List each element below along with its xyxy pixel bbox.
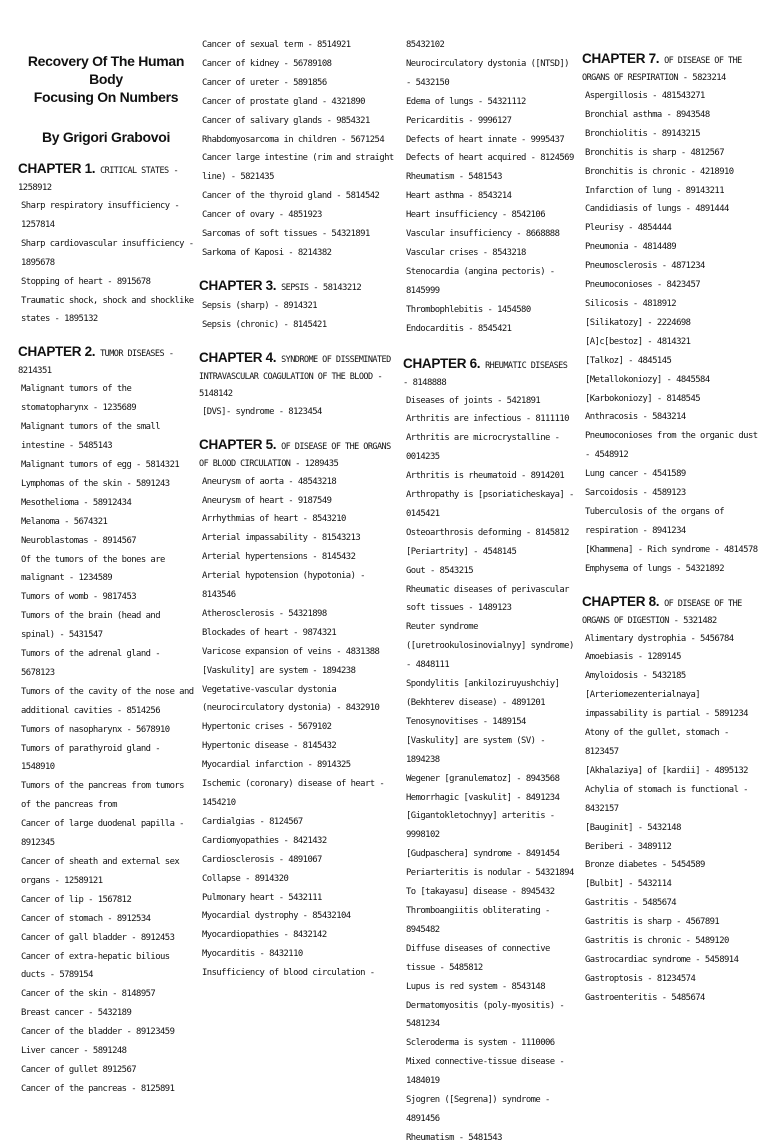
list-item: Traumatic shock, shock and shocklike states - 1895132 (21, 295, 194, 325)
list-item: Mesothelioma - 58912434 (21, 497, 132, 508)
list-item: [Metallokoniozy] - 4845584 (585, 374, 710, 385)
list-item: [Khammena] - Rich syndrome - 4814578 (585, 544, 758, 555)
list-item: Gastritis is chronic - 5489120 (585, 936, 729, 947)
list-item: Arthropathy is [psoriaticheskaya] - 0145421 (406, 490, 574, 519)
list-item: Wegener [granulematoz] - 8943568 (406, 773, 560, 784)
list-item: Arterial impassability - 81543213 (202, 533, 361, 544)
list-item: Sarkoma of Kaposi - 8214382 (202, 247, 332, 258)
list-item: Pneumonia - 4814489 (585, 242, 677, 253)
list-item: Beriberi - 3489112 (585, 841, 672, 852)
chapter-number: CHAPTER 3. (199, 277, 277, 293)
list-item: Infarction of lung - 89143211 (585, 185, 725, 196)
list-item: [A]c[bestoz] - 4814321 (585, 336, 691, 347)
list-item: Arthritis are microcrystalline - 0014235 (406, 433, 560, 463)
list-item: Sjogren ([Segrena]) syndrome - 4891456 (406, 1095, 550, 1124)
list-item: Bronze diabetes - 5454589 (585, 860, 705, 871)
list-item: Myocarditis - 8432110 (202, 949, 303, 960)
list-item: Sepsis (chronic) - 8145421 (202, 319, 327, 330)
list-item: Gout - 8543215 (406, 565, 474, 576)
document-author: By Grigori Grabovoi (41, 129, 171, 145)
column-2-body (199, 36, 399, 983)
list-item: Osteoarthrosis deforming - 8145812 (406, 527, 569, 538)
list-item: Diffuse diseases of connective tissue - 5485812 (406, 943, 550, 973)
list-item: Sarcomas of soft tissues - 54321891 (202, 229, 370, 240)
list-item: Myocardiopathies - 8432142 (202, 930, 327, 941)
list-item: Tumors of womb - 9817453 (21, 592, 137, 603)
title-block (18, 52, 194, 146)
chapter-title: RHEUMATIC DISEASES (485, 360, 568, 371)
list-item: Malignant tumors of the small intestine - 5485143 (21, 422, 161, 452)
list-item: Cardiomyopathies - 8421432 (202, 835, 327, 846)
list-item: Cancer of gall bladder - 8912453 (21, 932, 175, 943)
list-item: Bronchitis is chronic - 4218910 (585, 166, 734, 177)
list-item: Pericarditis - 9996127 (406, 115, 512, 126)
list-item: Sarcoidosis - 4589123 (585, 488, 686, 499)
list-item: Atony of the gullet, stomach - 8123457 (585, 728, 729, 757)
list-item: Rhabdomyosarcoma in children - 5671254 (202, 134, 385, 145)
chapter-number: CHAPTER 8. (582, 593, 660, 609)
list-item: [DVS]- syndrome - 8123454 (202, 406, 322, 417)
list-item: Periarteritis is nodular - 54321894 (406, 868, 574, 879)
column-3-body (403, 36, 576, 1148)
list-item: Cancer of large duodenal papilla - 8912345 (21, 819, 184, 849)
list-item: Vascular crises - 8543218 (406, 247, 526, 258)
list-item: Bronchial asthma - 8943548 (585, 109, 710, 120)
list-item: Candidiasis of lungs - 4891444 (585, 204, 729, 215)
list-item: Collapse - 8914320 (202, 873, 289, 884)
chapter-number: CHAPTER 2. (18, 344, 96, 360)
list-item: Cancer of the thyroid gland - 5814542 (202, 191, 380, 202)
list-item: Tuberculosis of the organs of respiration - 8941234 (585, 506, 725, 536)
list-item: Achylia of stomach is functional - 8432157 (585, 784, 748, 814)
list-item: Edema of lungs - 54321112 (406, 96, 526, 107)
list-item: [Vaskulity] are system (SV) - 1894238 (406, 735, 546, 765)
list-item: Pneumoconioses - 8423457 (585, 280, 701, 291)
list-item: Heart insufficiency - 8542106 (406, 210, 546, 221)
list-item: Aspergillosis - 481543271 (585, 91, 705, 101)
list-item: Rheumatism - 5481543 (406, 172, 502, 183)
chapter-heading (199, 436, 399, 473)
list-item: Aneurysm of aorta - 48543218 (202, 476, 337, 487)
list-item: Neuroblastomas - 8914567 (21, 535, 137, 546)
list-item: Hypertonic crises - 5679102 (202, 722, 332, 733)
list-item: Arthritis are infectious - 8111110 (406, 414, 569, 425)
list-item: Gastrocardiac syndrome - 5458914 (585, 954, 739, 965)
list-item: Blockades of heart - 9874321 (202, 627, 337, 638)
list-item: Melanoma - 5674321 (21, 516, 108, 527)
list-item: Atherosclerosis - 54321898 (202, 608, 327, 619)
chapter-title: SEPSIS (281, 282, 309, 293)
list-item: Tumors of the brain (head and spinal) - 5431547 (21, 611, 161, 641)
list-item: Tumors of the cavity of the nose and additional cavities - 8514256 (21, 686, 194, 716)
list-item: Varicose expansion of veins - 4831388 (202, 646, 380, 657)
list-item: Cancer of kidney - 56789108 (202, 58, 332, 69)
list-item: Arthritis is rheumatoid - 8914201 (406, 471, 565, 482)
column-1 (18, 36, 194, 1099)
chapter-number: CHAPTER 5. (199, 436, 277, 452)
list-item: Cardialgias - 8124567 (202, 816, 303, 827)
chapter-code: - 1258912 (18, 166, 179, 193)
list-item: Neurocirculatory dystonia ([NTSD]) - 5432150 (406, 58, 569, 88)
list-item: Hypertonic disease - 8145432 (202, 741, 337, 752)
list-item: Arrhythmias of heart - 8543210 (202, 514, 346, 525)
list-item: Lupus is red system - 8543148 (406, 981, 546, 992)
list-item: Diseases of joints - 5421891 (406, 395, 541, 406)
list-item: Pneumoconioses from the organic dust - 4548912 (585, 431, 758, 461)
list-item: Tumors of the pancreas from tumors of the pancreas from (21, 781, 184, 811)
list-item: [Karbokoniozy] - 8148545 (585, 393, 701, 404)
list-item: Myocardial dystrophy - 85432104 (202, 911, 351, 922)
list-item: Endocarditis - 8545421 (406, 323, 512, 334)
document-title-line-2: Focusing On Numbers (33, 89, 179, 105)
list-item: Tumors of nasopharynx - 5678910 (21, 724, 170, 735)
chapter-code: - 8148888 (403, 377, 447, 388)
chapter-heading (18, 343, 194, 380)
list-item: Defects of heart acquired - 8124569 (406, 153, 574, 164)
list-item: Alimentary dystrophia - 5456784 (585, 633, 734, 644)
list-item: Sharp respiratory insufficiency - 1257814 (21, 201, 180, 230)
chapter-code: - 5321482 (668, 615, 717, 626)
list-item: Cancer of lip - 1567812 (21, 894, 132, 905)
list-item: Cancer of sexual term - 8514921 (202, 40, 351, 50)
list-item: Pulmonary heart - 5432111 (202, 892, 322, 903)
chapter-number: CHAPTER 7. (582, 51, 660, 66)
list-item: [Vaskulity] are system - 1894238 (202, 665, 356, 676)
chapter-code: - 5823214 (677, 73, 726, 83)
list-item: Breast cancer - 5432189 (21, 1008, 132, 1019)
list-item: Pleurisy - 4854444 (585, 223, 672, 234)
list-item: Rheumatic diseases of perivascular soft tissues - 1489123 (406, 584, 569, 614)
list-item: Dermatomyositis (poly-myositis) - 5481234 (406, 1000, 565, 1030)
list-item: Cancer of the pancreas - 8125891 (21, 1083, 175, 1094)
list-item: Sharp cardiovascular insufficiency - 1895678 (21, 238, 194, 268)
list-item: Sepsis (sharp) - 8914321 (202, 300, 318, 311)
list-item: Cancer of ureter - 5891856 (202, 77, 327, 88)
list-item: Hemorrhagic [vaskulit] - 8491234 (406, 792, 560, 803)
list-item: Lymphomas of the skin - 5891243 (21, 478, 170, 489)
list-item: [Akhalaziya] of [kardii] - 4895132 (585, 765, 748, 776)
list-item: Spondylitis [ankiloziruyushchiy] (Bekhterev disease) - 4891201 (406, 679, 560, 708)
column-2 (199, 36, 399, 983)
chapter-title: OF DISEASE OF THE ORGANS OF BLOOD CIRCULATION (199, 441, 391, 469)
column-3 (403, 36, 576, 1148)
chapter-heading (199, 349, 399, 403)
list-item: Cancer large intestine (rim and straight line) - 5821435 (202, 153, 394, 183)
list-item: Amyloidosis - 5432185 (585, 671, 686, 682)
list-item: Malignant tumors of the stomatopharynx - 1235689 (21, 384, 137, 414)
chapter-title: SYNDROME OF DISSEMINATED INTRAVASCULAR COAGULATION OF THE BLOOD (199, 354, 391, 382)
chapter-heading (18, 160, 194, 197)
chapter-code: - 58143212 (308, 282, 362, 293)
list-item: Gastritis - 5485674 (585, 898, 677, 909)
list-item: Tumors of the adrenal gland - 5678123 (21, 649, 161, 678)
chapter-number: CHAPTER 4. (199, 349, 277, 365)
list-item: Of the tumors of the bones are malignant - 1234589 (21, 554, 165, 584)
list-item: [Gudpaschera] syndrome - 8491454 (406, 849, 560, 860)
chapter-heading (403, 355, 576, 392)
list-item: Vegetative-vascular dystonia (neurocirculatory dystonia) - 8432910 (202, 684, 380, 714)
list-item: Cancer of extra-hepatic bilious ducts - 5789154 (21, 951, 170, 981)
list-item: Cancer of sheath and external sex organs - 12589121 (21, 857, 180, 886)
list-item: Arterial hypertensions - 8145432 (202, 552, 356, 563)
list-item: Gastritis is sharp - 4567891 (585, 917, 720, 928)
list-item: Tenosynovitises - 1489154 (406, 716, 526, 727)
list-item: [Talkoz] - 4845145 (585, 355, 672, 366)
list-item: Scleroderma is system - 1110006 (406, 1038, 555, 1049)
list-item: Thrombophlebitis - 1454580 (406, 304, 531, 315)
chapter-title: TUMOR DISEASES (100, 349, 165, 360)
list-item: Mixed connective-tissue disease - 1484019 (406, 1057, 565, 1087)
list-item: Bronchitis is sharp - 4812567 (585, 147, 725, 158)
list-item: Lung cancer - 4541589 (585, 469, 686, 480)
list-item: Amoebiasis - 1289145 (585, 652, 681, 663)
list-item: Cancer of the skin - 8148957 (21, 989, 156, 1000)
chapter-number: CHAPTER 1. (18, 161, 96, 176)
list-item: [Gigantokletochnyy] arteritis - 9998102 (406, 811, 555, 841)
list-item: To [takayasu] disease - 8945432 (406, 887, 555, 898)
list-item: Tumors of parathyroid gland - 1548910 (21, 743, 161, 773)
list-item: Cardiosclerosis - 4891067 (202, 854, 322, 865)
chapter-number: CHAPTER 6. (403, 355, 481, 371)
list-item: Thromboangiitis obliterating - 8945482 (406, 905, 550, 935)
list-item: Aneurysm of heart - 9187549 (202, 495, 332, 506)
chapter-code: - 8214351 (18, 349, 174, 377)
list-item: Stenocardia (angina pectoris) - 8145999 (406, 266, 555, 296)
column-4-body (582, 50, 762, 1008)
list-item: Liver cancer - 5891248 (21, 1046, 127, 1057)
list-item: Cancer of the bladder - 89123459 (21, 1027, 175, 1038)
list-item: Defects of heart innate - 9995437 (406, 134, 565, 145)
list-item: Cancer of prostate gland - 4321890 (202, 96, 365, 107)
list-item: Ischemic (coronary) disease of heart - 1454210 (202, 779, 385, 808)
list-item: [Silikatozy] - 2224698 (585, 317, 691, 328)
list-item: Gastroptosis - 81234574 (585, 973, 696, 984)
list-item: Myocardial infarction - 8914325 (202, 760, 351, 771)
list-item: Anthracosis - 5843214 (585, 412, 686, 423)
chapter-title: OF DISEASE OF THE ORGANS OF RESPIRATION (582, 56, 742, 83)
list-item: Insufficiency of blood circulation - (202, 968, 375, 979)
list-item: Rheumatism - 5481543 (406, 1132, 502, 1143)
chapter-code: - 5148142 (199, 371, 383, 399)
list-item: Vascular insufficiency - 8668888 (406, 229, 560, 240)
chapter-title: OF DISEASE OF THE ORGANS OF DIGESTION (582, 598, 742, 626)
list-item: Stopping of heart - 8915678 (21, 276, 151, 287)
list-item: 85432102 (406, 40, 445, 50)
list-item: Gastroenteritis - 5485674 (585, 992, 705, 1003)
chapter-code: - 1289435 (290, 458, 339, 469)
list-item: Pneumosclerosis - 4871234 (585, 261, 705, 272)
list-item: Cancer of stomach - 8912534 (21, 913, 151, 924)
list-item: [Bulbit] - 5432114 (585, 879, 672, 890)
list-item: [Periartrity] - 4548145 (406, 546, 517, 557)
list-item: Arterial hypotension (hypotonia) - 8143546 (202, 571, 365, 601)
list-item: Heart asthma - 8543214 (406, 191, 512, 202)
list-item: Emphysema of lungs - 54321892 (585, 563, 725, 574)
list-item: Malignant tumors of egg - 5814321 (21, 459, 180, 470)
chapter-title: CRITICAL STATES (100, 166, 169, 176)
chapter-heading (582, 593, 762, 630)
list-item: Reuter syndrome ([uretrookulosinovialnyy] syndrome) - 4848111 (406, 622, 574, 671)
chapter-heading (582, 50, 762, 87)
document-title-line-1: Recovery Of The Human Body (27, 53, 185, 87)
list-item: [Bauginit] - 5432148 (585, 822, 681, 833)
column-1-body (18, 160, 194, 1099)
list-item: [Arteriomezenterialnaya] impassability is partial - 5891234 (585, 690, 748, 720)
column-4 (582, 36, 762, 1008)
list-item: Cancer of salivary glands - 9854321 (202, 115, 370, 126)
list-item: Silicosis - 4818912 (585, 298, 677, 309)
list-item: Cancer of ovary - 4851923 (202, 210, 322, 221)
list-item: Bronchiolitis - 89143215 (585, 128, 701, 139)
list-item: Cancer of gullet 8912567 (21, 1064, 137, 1075)
chapter-heading (199, 277, 399, 297)
